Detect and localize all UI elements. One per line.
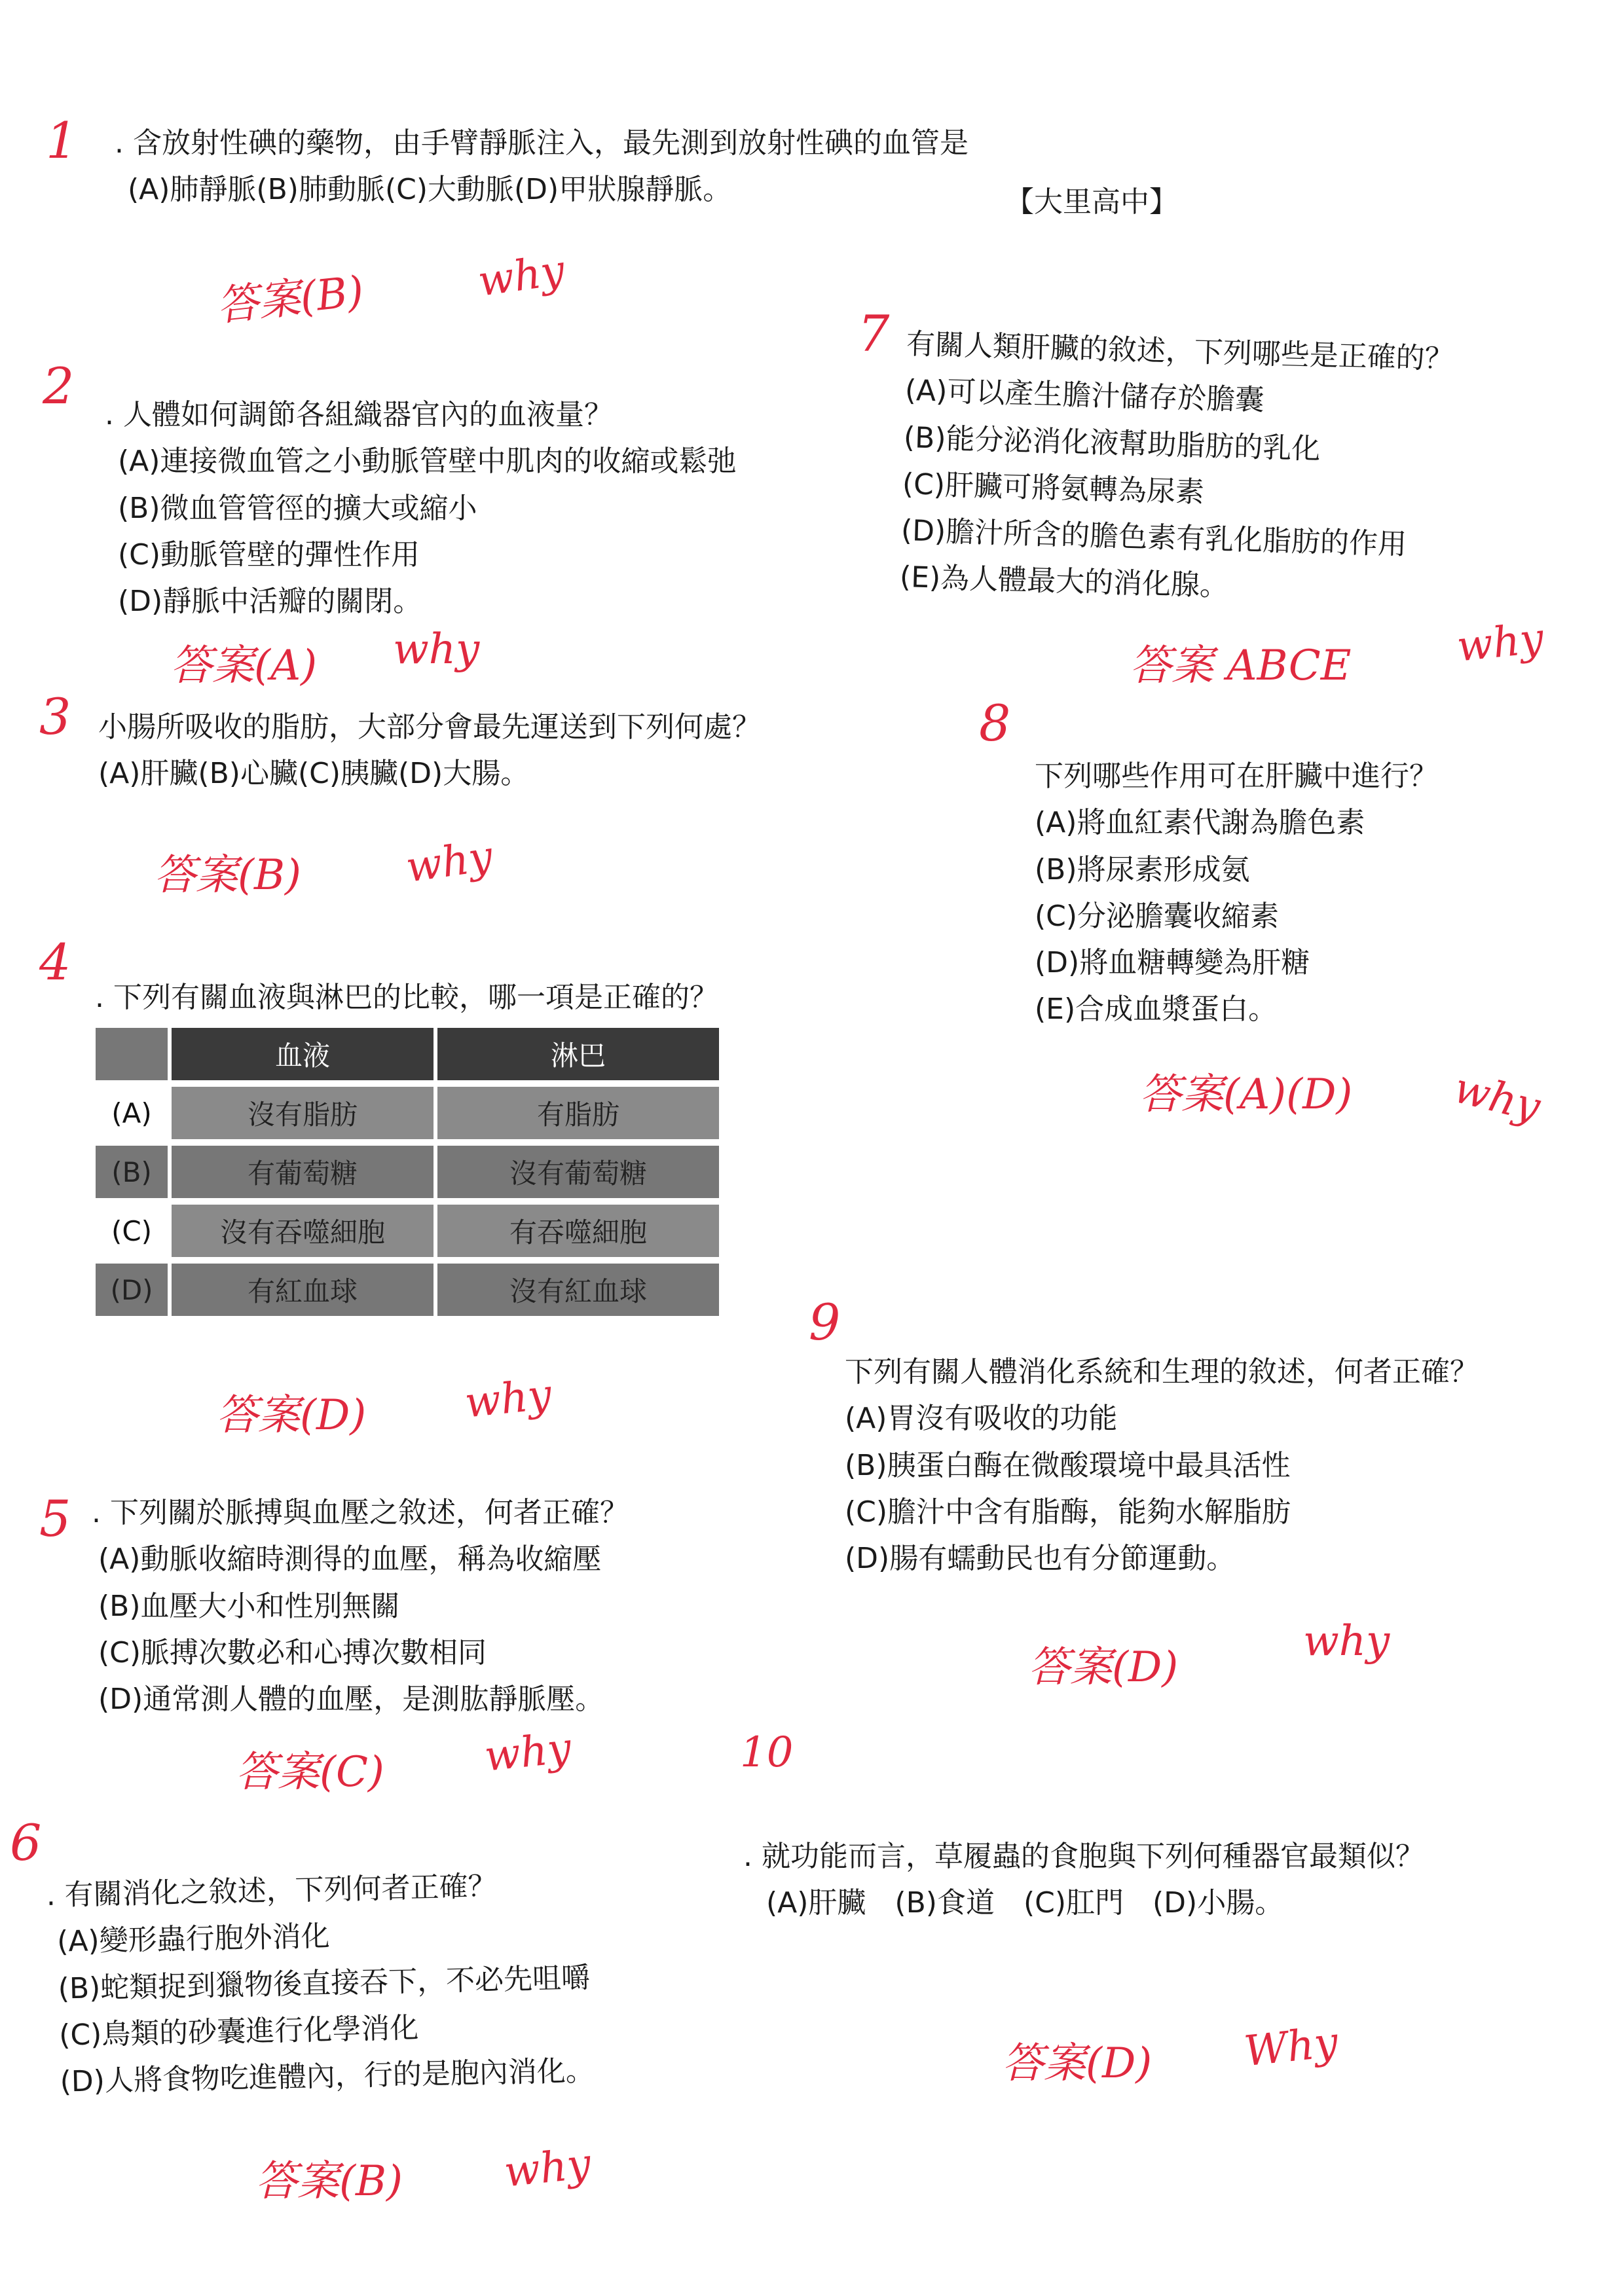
question-stem: 下列有關人體消化系統和生理的敘述，何者正確？: [845, 1355, 1479, 1389]
option-line: (D)腸有蠕動民也有分節運動。: [845, 1542, 1236, 1576]
option-line: (A)可以產生膽汁儲存於膽囊: [904, 374, 1264, 418]
question-stem: . 下列關於脈搏與血壓之敘述，何者正確？: [92, 1496, 629, 1529]
table-row: [96, 1146, 719, 1198]
table-header-blood: 血液: [172, 1028, 434, 1080]
handwritten-why-8: why: [1449, 1064, 1545, 1132]
blood-cell: 沒有脂肪: [172, 1087, 434, 1139]
option-line: (A)將血紅素代謝為膽色素: [1035, 806, 1365, 840]
blood-cell: 沒有吞噬細胞: [172, 1205, 434, 1257]
question-number-7: 7: [858, 304, 890, 363]
question-number-9: 9: [809, 1293, 841, 1351]
lymph-cell: 沒有紅血球: [437, 1264, 719, 1316]
option-line: (E)為人體最大的消化腺。: [899, 560, 1229, 604]
question-stem: . 人體如何調節各組織器官內的血液量？: [105, 398, 613, 431]
option-line: (C)膽汁中含有脂酶，能夠水解脂肪: [845, 1495, 1291, 1529]
handwritten-answer-1: 答案(B): [214, 267, 366, 331]
question-2: [105, 392, 736, 625]
handwritten-answer-2: 答案(A): [170, 642, 318, 690]
option-line: (A)肝臟 (B)食道 (C)肛門 (D)小腸。: [766, 1886, 1284, 1920]
table-row: [96, 1264, 719, 1316]
option-line: (D)將血糖轉變為肝糖: [1035, 946, 1310, 980]
question-4: [95, 974, 718, 1021]
question-5: [92, 1489, 629, 1722]
table-row: [96, 1205, 719, 1257]
table-row: [96, 1087, 719, 1139]
question-8: [1035, 753, 1438, 1033]
option-line: (C)脈搏次數必和心搏次數相同: [98, 1635, 487, 1669]
handwritten-answer-7: 答案 ABCE: [1130, 642, 1352, 690]
question-number-5: 5: [39, 1489, 71, 1548]
handwritten-answer-6: 答案(B): [255, 2157, 403, 2206]
handwritten-answer-10: 答案(D): [1002, 2039, 1153, 2088]
handwritten-why-4: why: [462, 1370, 554, 1428]
handwritten-answer-9: 答案(D): [1028, 1643, 1179, 1692]
question-7: [899, 321, 1454, 616]
option-line: (B)血壓大小和性別無關: [98, 1589, 400, 1623]
handwritten-answer-3: 答案(B): [154, 851, 301, 900]
question-9: [845, 1349, 1479, 1582]
blood-lymph-table: [92, 1021, 723, 1322]
question-3: [98, 704, 761, 797]
question-number-2: 2: [43, 357, 75, 415]
question-number-4: 4: [39, 933, 71, 991]
question-stem: 下列哪些作用可在肝臟中進行？: [1035, 759, 1438, 793]
option-line: (C)肝臟可將氨轉為尿素: [902, 467, 1205, 509]
blood-cell: 有紅血球: [172, 1264, 434, 1316]
blood-cell: 有葡萄糖: [172, 1146, 434, 1198]
option-line: (D)靜脈中活瓣的關閉。: [118, 585, 422, 619]
handwritten-answer-8: 答案(A)(D): [1139, 1070, 1353, 1119]
question-stem: . 就功能而言，草履蟲的食胞與下列何種器官最類似？: [743, 1840, 1424, 1873]
option-line: (B)胰蛋白酶在微酸環境中最具活性: [845, 1448, 1291, 1482]
table-corner: [96, 1028, 168, 1080]
option-line: (A)連接微血管之小動脈管壁中肌肉的收縮或鬆弛: [118, 445, 737, 479]
question-number-3: 3: [39, 687, 71, 746]
option-line: (A)肝臟(B)心臟(C)胰臟(D)大腸。: [98, 757, 530, 791]
option-line: (A)胃沒有吸收的功能: [845, 1402, 1118, 1436]
row-label: (B): [96, 1146, 168, 1198]
question-1: [115, 120, 969, 213]
handwritten-why-1: why: [475, 246, 568, 306]
question-stem: 小腸所吸收的脂肪，大部分會最先運送到下列何處？: [98, 710, 761, 744]
handwritten-why-7: why: [1454, 614, 1546, 672]
handwritten-answer-5: 答案(C): [236, 1748, 384, 1796]
option-line: (D)膽汁所含的膽色素有乳化脂肪的作用: [900, 513, 1407, 562]
option-line: (B)能分泌消化液幫助脂肪的乳化: [903, 420, 1321, 466]
handwritten-why-9: why: [1303, 1617, 1390, 1666]
row-label: (A): [96, 1087, 168, 1139]
option-line: (C)動脈管壁的彈性作用: [118, 538, 420, 572]
option-line: (B)將尿素形成氨: [1035, 852, 1250, 886]
option-line: (B)蛇類捉到獵物後直接吞下，不必先咀嚼: [58, 1961, 591, 2006]
handwritten-why-6: why: [502, 2140, 593, 2197]
option-line: (A)動脈收縮時測得的血壓，稱為收縮壓: [98, 1542, 602, 1576]
table-header-row: [96, 1028, 719, 1080]
question-6: [46, 1861, 595, 2106]
option-line: (D)通常測人體的血壓，是測肱靜脈壓。: [98, 1683, 604, 1717]
source-tag: 【大里高中】: [1005, 185, 1178, 219]
question-number-1: 1: [46, 111, 78, 170]
handwritten-why-3: why: [403, 832, 496, 892]
question-stem: . 含放射性碘的藥物，由手臂靜脈注入，最先測到放射性碘的血管是: [115, 126, 969, 160]
option-line: (A)肺靜脈(B)肺動脈(C)大動脈(D)甲狀腺靜脈。: [128, 173, 732, 207]
option-line: (C)分泌膽囊收縮素: [1035, 899, 1280, 933]
handwritten-why-2: why: [393, 625, 480, 674]
question-stem: . 有關消化之敘述，下列何者正確？: [46, 1869, 498, 1912]
option-line: (C)鳥類的砂囊進行化學消化: [58, 2011, 419, 2052]
question-10: [743, 1833, 1424, 1927]
lymph-cell: 有吞噬細胞: [437, 1205, 719, 1257]
handwritten-why-10: Why: [1242, 2018, 1340, 2077]
lymph-cell: 沒有葡萄糖: [437, 1146, 719, 1198]
question-number-8: 8: [979, 694, 1011, 752]
option-line: (D)人將食物吃進體內，行的是胞內消化。: [60, 2054, 595, 2099]
handwritten-why-5: why: [482, 1724, 574, 1781]
handwritten-answer-4: 答案(D): [216, 1391, 367, 1440]
option-line: (A)變形蟲行胞外消化: [56, 1920, 331, 1959]
question-number-10: 10: [740, 1728, 794, 1777]
row-label: (C): [96, 1205, 168, 1257]
question-number-6: 6: [10, 1813, 42, 1872]
question-stem: 有關人類肝臟的敘述，下列哪些是正確的？: [906, 327, 1454, 376]
option-line: (B)微血管管徑的擴大或縮小: [118, 491, 477, 525]
table-header-lymph: 淋巴: [437, 1028, 719, 1080]
option-line: (E)合成血漿蛋白。: [1035, 993, 1278, 1027]
question-stem: . 下列有關血液與淋巴的比較，哪一項是正確的？: [95, 981, 718, 1014]
lymph-cell: 有脂肪: [437, 1087, 719, 1139]
row-label: (D): [96, 1264, 168, 1316]
